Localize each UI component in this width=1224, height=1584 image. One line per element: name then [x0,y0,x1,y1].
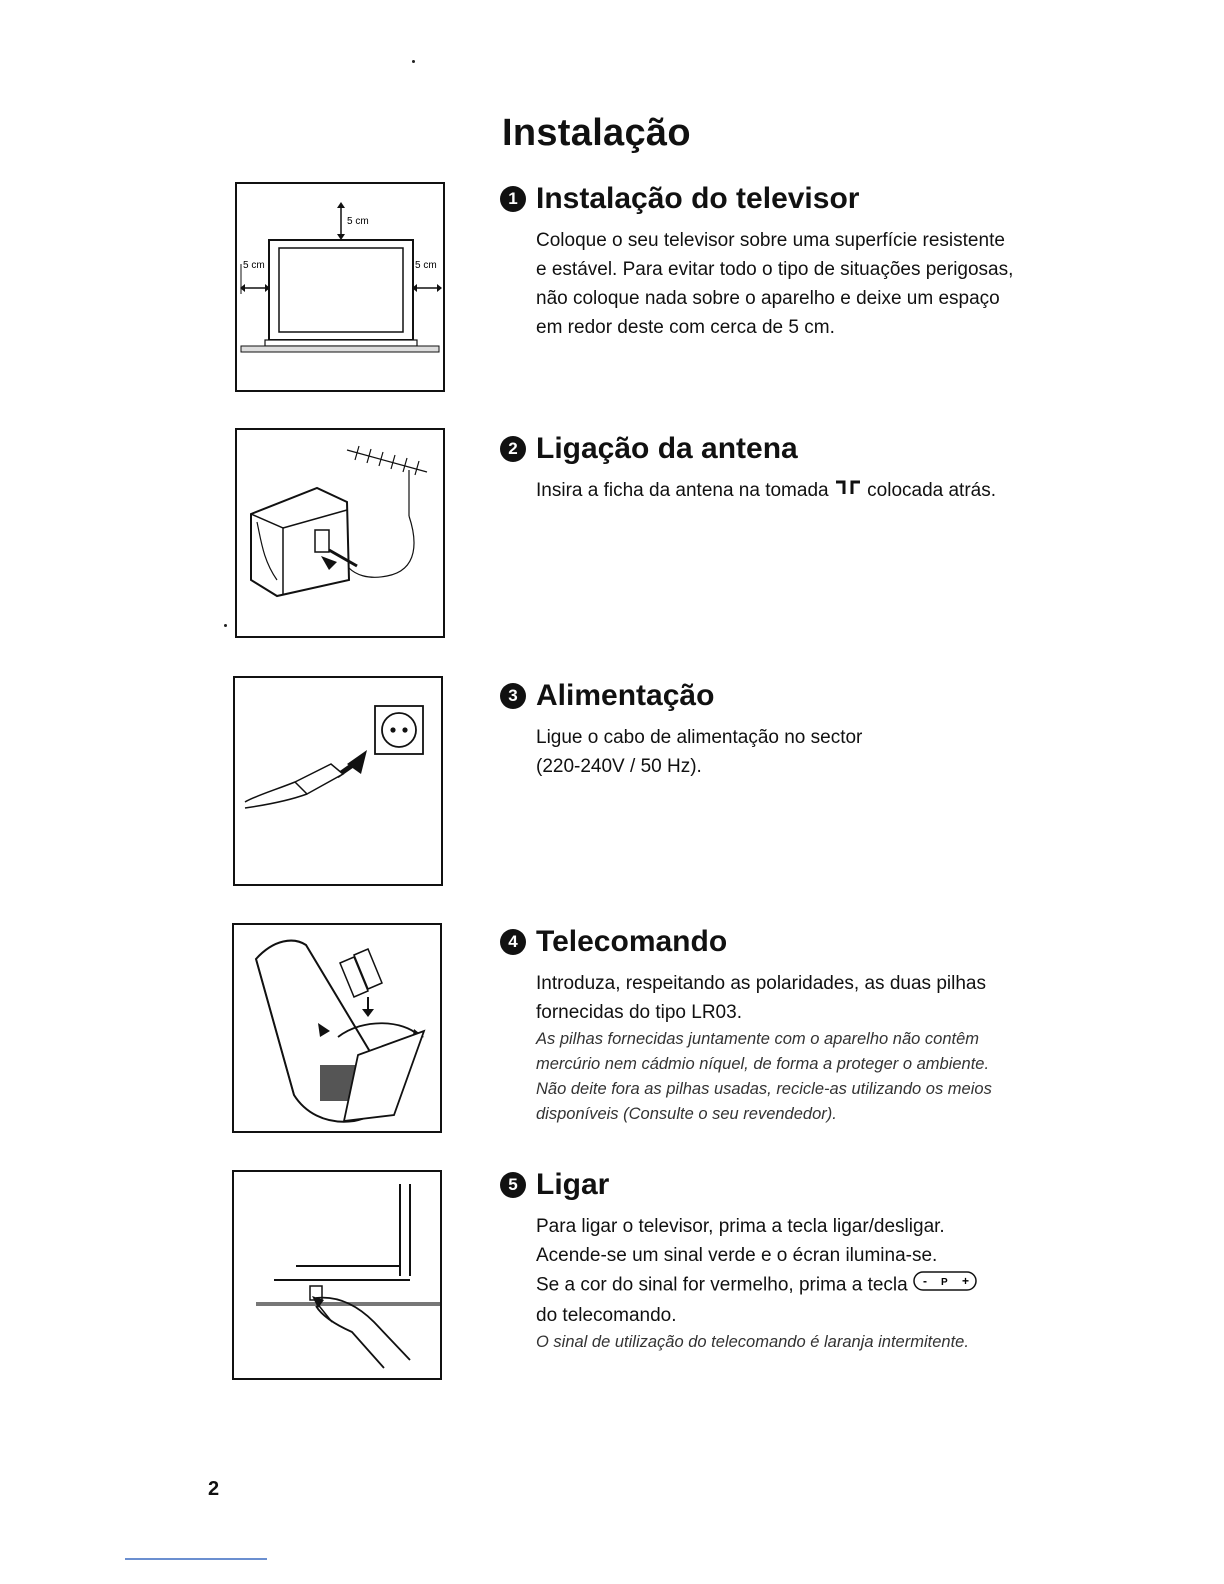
remote-control-illustration [232,923,442,1133]
section-title: Instalação do televisor [536,182,860,215]
key-p-label: P [941,1277,948,1288]
note-line: O sinal de utilização do telecomando é laranja intermitente. [536,1333,969,1351]
body-line: do telecomando. [536,1305,677,1326]
note-line: As pilhas fornecidas juntamente com o aparelho não contêm [536,1030,980,1048]
scan-speck [224,624,227,627]
body-line: Ligue o cabo de alimentação no sector [536,727,863,748]
text-before-key: Se a cor do sinal for vermelho, prima a tecla [536,1274,908,1296]
footer-divider [125,1558,267,1560]
step-number-1: 1 [500,186,526,212]
section-title: Ligar [536,1168,610,1201]
section-remote-control [500,925,1060,1127]
section-title: Telecomando [536,925,728,958]
key-minus-label: - [923,1274,928,1288]
step-number-4: 4 [500,929,526,955]
body-line: não coloque nada sobre o aparelho e deixe um espaço [536,288,1000,309]
tv-clearance-illustration [235,182,445,392]
clearance-label-right: 5 cm [415,260,437,271]
body-line: Introduza, respeitando as polaridades, as duas pilhas [536,973,986,994]
section-power [500,679,1060,781]
page-title: Instalação [502,112,691,154]
body-line [536,1270,1060,1301]
section-switch-on [500,1168,1060,1355]
body-line: Para ligar o televisor, prima a tecla ligar/desligar. [536,1216,945,1237]
step-number-3: 3 [500,683,526,709]
page-number: 2 [208,1478,220,1500]
body-line: e estável. Para evitar todo o tipo de situações perigosas, [536,259,1014,280]
step-number-5: 5 [500,1172,526,1198]
clearance-label-top: 5 cm [347,216,369,227]
section-tv-installation [500,182,1060,342]
body-line: em redor deste com cerca de 5 cm. [536,317,835,338]
note-line: Não deite fora as pilhas usadas, recicle-as utilizando os meios [536,1080,992,1098]
clearance-label-left: 5 cm [243,260,265,271]
body-line: (220-240V / 50 Hz). [536,756,702,777]
section-title: Ligação da antena [536,432,798,465]
scan-speck [412,60,415,63]
body-line: Coloque o seu televisor sobre uma superfície resistente [536,230,1005,251]
text-before-symbol: Insira a ficha da antena na tomada [536,480,829,501]
body-line: fornecidas do tipo LR03. [536,1002,742,1023]
program-key-icon [913,1270,977,1301]
key-plus-label: + [962,1274,970,1288]
note-line: mercúrio nem cádmio níquel, de forma a proteger o ambiente. [536,1055,990,1073]
section-title: Alimentação [536,679,715,712]
antenna-socket-icon [834,476,862,505]
power-connection-illustration [233,676,443,886]
antenna-connection-illustration [235,428,445,638]
body-line: Acende-se um sinal verde e o écran ilumina-se. [536,1245,938,1266]
text-after-symbol: colocada atrás. [867,480,997,501]
body-line [536,476,1060,505]
step-number-2: 2 [500,436,526,462]
note-line: disponíveis (Consulte o seu revendedor). [536,1105,837,1123]
power-switch-illustration [232,1170,442,1380]
section-antenna [500,432,1060,505]
